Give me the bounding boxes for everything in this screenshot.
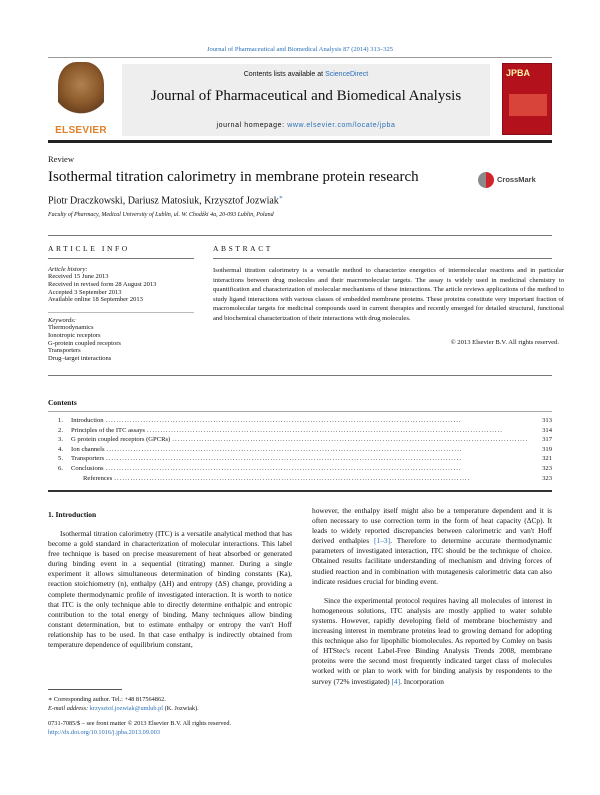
section-heading-introduction: 1. Introduction <box>48 510 97 519</box>
article-history <box>48 266 198 304</box>
toc-leader <box>114 474 532 484</box>
toc-page: 319 <box>542 445 552 453</box>
email-link[interactable]: krzysztof.jozwiak@umlub.pl <box>89 705 164 712</box>
author-list <box>48 194 283 206</box>
contents-heading: Contents <box>48 398 77 407</box>
abstract-copyright: © 2013 Elsevier B.V. All rights reserved. <box>450 339 559 346</box>
toc-number: 2. <box>58 426 63 434</box>
header-divider <box>48 140 552 143</box>
history-item: Received 15 June 2013 <box>48 273 109 280</box>
keywords-heading: Keywords: <box>48 317 76 324</box>
toc-leader <box>172 435 532 445</box>
journal-citation[interactable]: Journal of Pharmaceutical and Biomedical Analysis 87 (2014) 313–325 <box>207 46 393 53</box>
toc-page: 321 <box>542 455 552 463</box>
homepage-prefix: journal homepage: <box>216 122 288 129</box>
elsevier-tree-icon <box>58 62 104 118</box>
toc-entry[interactable] <box>48 474 552 484</box>
homepage-link[interactable]: www.elsevier.com/locate/jpba <box>287 122 396 129</box>
toc-entry[interactable] <box>48 416 552 426</box>
corresponding-author-mark[interactable]: ∗ <box>278 195 283 201</box>
toc-page: 323 <box>542 464 552 472</box>
toc-page: 313 <box>542 417 552 424</box>
article-identifiers <box>48 719 231 737</box>
toc-entry[interactable] <box>48 426 552 436</box>
sciencedirect-link[interactable]: ScienceDirect <box>325 71 369 78</box>
toc-leader <box>147 426 532 436</box>
keywords <box>48 317 198 363</box>
keyword: Transporters <box>48 347 81 355</box>
journal-homepage-line <box>122 122 490 129</box>
issn-line: 0731-7085/$ – see front matter © 2013 Elsevier B.V. All rights reserved. <box>48 720 232 727</box>
footnote <box>48 695 292 713</box>
publisher-name: ELSEVIER <box>55 125 107 136</box>
elsevier-logo <box>50 62 112 136</box>
body-paragraph <box>312 506 552 587</box>
divider-abstract <box>213 258 552 259</box>
toc-page: 317 <box>542 436 552 444</box>
abstract-heading: ABSTRACT <box>213 244 273 253</box>
doi-link[interactable]: http://dx.doi.org/10.1016/j.jpba.2013.09.003 <box>48 729 161 736</box>
toc-leader <box>106 464 532 474</box>
cover-decoration <box>509 94 547 116</box>
toc-label: Transporters <box>71 455 105 463</box>
contents-prefix: Contents lists available at <box>243 71 326 78</box>
toc-label: References <box>83 474 113 482</box>
footnote-divider <box>48 689 122 690</box>
toc-entry[interactable] <box>48 464 552 474</box>
body-paragraph: Isothermal titration calorimetry (ITC) is a versatile analytical method that has become a gold standard in characterization of molecular interactions. This label free technique is based on precise measurement of heat absorbed or generated during binding event in a sequential (titrating) manner. During a single experiment it allows simultaneous determination of binding constants (Ka), reaction stoichiometry (n), enthalpy (ΔH) and entropy (ΔS) change, providing a complete thermodynamic profile of investigated interaction. It is worth to notice that ITC is the only technique able to directly determine enthalpic and entropic contribution to the total energy of binding. Many techniques allow binding constant determination, but to estimate enthalpy or entropy the van't Hoff relationship has to be used. In that case enthalpy is indirectly obtained from temperature dependence of equilibrium constant, <box>48 529 292 650</box>
body-column-left <box>48 529 292 650</box>
citation-link[interactable]: [1–3] <box>374 536 391 546</box>
paragraph-text: however, the enthalpy itself might also be a temperature dependent and it is often necessary to use correction term in the form of heat capacity (ΔCp). It leads to widely reported discrepancies between calorimetric and van't Hoff derived enthalpies <box>312 506 552 546</box>
article-info-heading: ARTICLE INFO <box>48 244 130 253</box>
divider-article-info <box>48 258 194 259</box>
toc-entry[interactable] <box>48 454 552 464</box>
toc-page: 314 <box>542 426 552 434</box>
history-item: Available online 18 September 2013 <box>48 296 143 304</box>
keyword: Thermodynamics <box>48 324 94 331</box>
email-suffix: (K. Jozwiak). <box>163 705 199 712</box>
toc-number: 5. <box>58 455 63 463</box>
toc-leader <box>107 445 532 455</box>
paragraph-text: . Therefore to determine accurate thermodynamic parameters of investigated interaction, ITC should be the technique of choice. Obtained results facilitate understanding of mechanism and driving forces of studied reaction and in combination with mutagenesis calorimetric data can also indicate residues crucial for binding event. <box>312 536 552 586</box>
toc-leader <box>106 416 532 426</box>
toc-leader <box>106 454 532 464</box>
divider-before-contents <box>48 375 552 376</box>
keyword: Drug–target interactions <box>48 355 112 363</box>
toc-number: 3. <box>58 436 63 444</box>
paragraph-text: Since the experimental protocol requires having all molecules of interest in homogeneous solutions, ITC analysis are mostly applied to water soluble systems. However, rapidly developing field of membrane biochemistry and increasing interest in membrane proteins lead to growing demand for adopting this technique also for lipophilic biomolecules. As reported by Comley on basis of HTStec's recent Label-Free Binding Analysis Trends 2008, membrane proteins were the second most frequently indicated target class of molecules worked with or plan to work with for binding analysis by respondents to the survey (72% investigated) <box>312 595 552 686</box>
toc-number: 1. <box>58 417 63 424</box>
toc-entry[interactable] <box>48 435 552 445</box>
citation-link[interactable]: [4] <box>391 676 401 686</box>
crossmark-icon <box>478 172 494 188</box>
toc-label: Introduction <box>71 417 104 424</box>
article-type: Review <box>48 154 74 164</box>
divider-contents-top <box>48 411 552 412</box>
keyword: G-protein coupled receptors <box>48 339 121 347</box>
history-item: Accepted 3 September 2013 <box>48 288 122 296</box>
email-note <box>48 704 292 713</box>
journal-cover-image <box>502 63 552 135</box>
crossmark-badge[interactable] <box>478 172 554 188</box>
contents-available-line <box>122 71 490 78</box>
crossmark-label: CrossMark <box>497 175 536 184</box>
affiliation: Faculty of Pharmacy, Medical University of Lublin, ul. W. Chodźki 4a, 20-093 Lublin, Poland <box>48 212 274 218</box>
toc-number: 4. <box>58 445 63 453</box>
paragraph-text: . Incorporation <box>400 676 444 686</box>
divider-contents-bottom <box>48 490 552 492</box>
journal-title: Journal of Pharmaceutical and Biomedical Analysis <box>150 88 462 104</box>
toc-label: Conclusions <box>71 464 104 472</box>
toc-number: 6. <box>58 464 63 472</box>
table-of-contents <box>48 416 552 483</box>
history-item: Received in revised form 28 August 2013 <box>48 280 157 288</box>
divider-keywords <box>48 312 194 313</box>
keyword: Ionotropic receptors <box>48 331 101 339</box>
divider-top-meta <box>48 235 552 236</box>
body-column-right <box>312 506 552 687</box>
toc-label: G protein coupled receptors (GPCRs) <box>71 436 171 444</box>
corresponding-author-note: ∗ Corresponding author. Tel.: +48 817564862. <box>48 696 166 703</box>
toc-page: 323 <box>542 474 552 482</box>
body-paragraph <box>312 596 552 687</box>
history-heading: Article history: <box>48 266 88 273</box>
toc-number <box>48 474 63 484</box>
toc-label: Ion channels <box>71 445 105 453</box>
toc-label: Principles of the ITC assays <box>71 426 145 434</box>
abstract-text: Isothermal titration calorimetry is a versatile method to characterize energetics of intermolecular reactions and in particular interactions between drug molecules and their macromolecular targets. The assay is widely used in medicinal chemistry to quantification and characterization of molecular mechanisms of these interactions. The article reviews applications of the method to study ligand interactions with various classes of embedded membrane proteins. These proteins constitute very important fraction of macromolecular targets for medicinal compounds used in current therapies and recently emerged for detailed structural, functional and biochemical characterization of their interactions with drug molecules. <box>213 267 564 322</box>
authors-names: Piotr Draczkowski, Dariusz Matosiuk, Krzysztof Jozwiak <box>48 195 279 207</box>
email-label: E-mail address: <box>48 705 90 712</box>
cover-title: JPBA <box>506 68 531 78</box>
article-title: Isothermal titration calorimetry in membrane protein research <box>48 169 419 185</box>
toc-entry[interactable] <box>48 445 552 455</box>
